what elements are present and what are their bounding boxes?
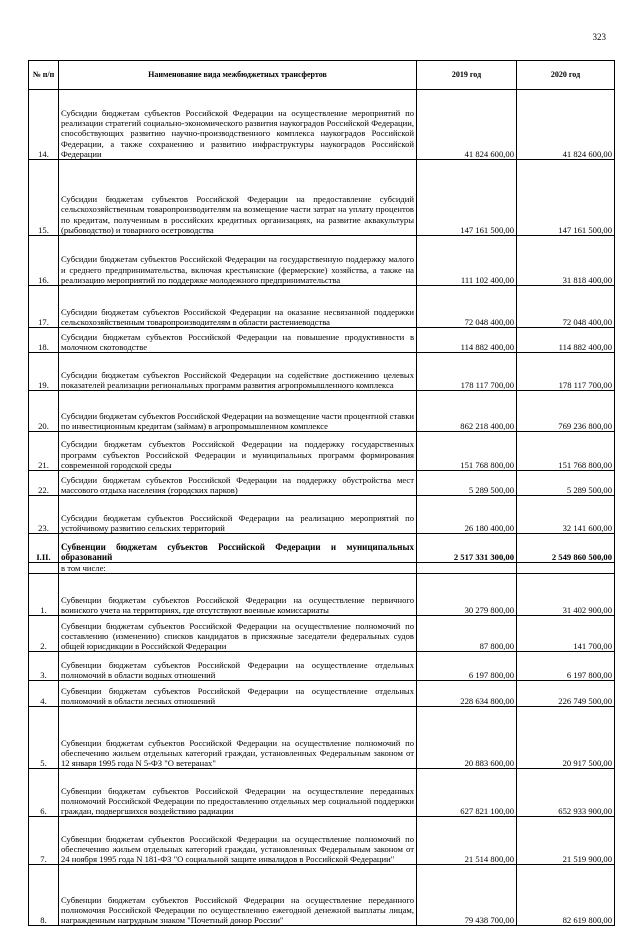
row-number: 15. (29, 160, 59, 236)
row-amount-2020: 5 289 500,00 (517, 471, 615, 496)
table-row (29, 563, 615, 574)
row-amount-2020: 32 141 600,00 (517, 496, 615, 534)
row-number: 6. (29, 769, 59, 817)
row-amount-2020: 141 700,00 (517, 616, 615, 652)
row-amount-2019: 147 161 500,00 (417, 160, 517, 236)
row-name: Субсидии бюджетам субъектов Российской Федерации на возмещение части процентной ставки по инвестиционным кредитам (займам) в агропромышленном комплексе (59, 391, 417, 432)
row-number: 4. (29, 681, 59, 707)
table-row (29, 328, 615, 353)
table-row (29, 353, 615, 391)
row-amount-2020: 6 197 800,00 (517, 652, 615, 681)
row-name: Субсидии бюджетам субъектов Российской Федерации на поддержку обустройства мест массового отдыха населения (городских парков) (59, 471, 417, 496)
row-amount-2020: 652 933 900,00 (517, 769, 615, 817)
row-amount-2019: 87 800,00 (417, 616, 517, 652)
row-number: I.II. (29, 534, 59, 563)
table-row (29, 616, 615, 652)
row-amount-2019: 2 517 331 300,00 (417, 534, 517, 563)
table-row (29, 865, 615, 926)
table-row (29, 769, 615, 817)
row-name: Субвенции бюджетам субъектов Российской Федерации и муниципальных образований (59, 534, 417, 563)
row-amount-2020: 114 882 400,00 (517, 328, 615, 353)
row-name: Субвенции бюджетам субъектов Российской Федерации на осуществление переданных полномочий Российской Федерации по предоставлению отдельных мер социальной поддержки граждан, подвергшихся воздействию радиации (59, 769, 417, 817)
row-name: Субвенции бюджетам субъектов Российской Федерации на осуществление полномочий по обеспечению жильем отдельных категорий граждан, установленных Федеральным законом от 24 ноября 1995 года N 181-ФЗ "О социальной защите инвалидов в Российской Федерации" (59, 817, 417, 865)
row-amount-2020: 41 824 600,00 (517, 90, 615, 160)
page-number: 323 (592, 32, 606, 42)
row-amount-2020: 31 402 900,00 (517, 574, 615, 616)
row-name: Субвенции бюджетам субъектов Российской Федерации на осуществление полномочий по обеспечению жильем отдельных категорий граждан, установленных Федеральным законом от 12 января 1995 года N 5-ФЗ "О ветеранах" (59, 707, 417, 769)
row-name: Субвенции бюджетам субъектов Российской Федерации на осуществление первичного воинского учета на территориях, где отсутствуют военные комиссариаты (59, 574, 417, 616)
row-amount-2020: 82 619 800,00 (517, 865, 615, 926)
row-amount-2019: 114 882 400,00 (417, 328, 517, 353)
row-name: Субсидии бюджетам субъектов Российской Федерации на реализацию мероприятий по устойчивому развитию сельских территорий (59, 496, 417, 534)
row-name: Субсидии бюджетам субъектов Российской Федерации на осуществление мероприятий по реализации стратегий социально-экономического развития наукоградов Российской Федерации, способствующих развитию научно-производственного комплекса наукоградов Российской Федерации, а также сохранению и развитию инфраструктуры наукоградов Российской Федерации (59, 90, 417, 160)
row-name: Субсидии бюджетам субъектов Российской Федерации на оказание несвязанной поддержки сельскохозяйственным товаропроизводителям в области растениеводства (59, 286, 417, 328)
row-amount-2019: 79 438 700,00 (417, 865, 517, 926)
row-amount-2020: 226 749 500,00 (517, 681, 615, 707)
row-name: Субсидии бюджетам субъектов Российской Федерации на поддержку государственных программ субъектов Российской Федерации и муниципальных программ формирования современной городской среды (59, 432, 417, 471)
row-number: 20. (29, 391, 59, 432)
row-amount-2019: 41 824 600,00 (417, 90, 517, 160)
table-row (29, 707, 615, 769)
table-row (29, 574, 615, 616)
row-amount-2019: 21 514 800,00 (417, 817, 517, 865)
row-name: в том числе: (59, 563, 417, 574)
row-amount-2019: 178 117 700,00 (417, 353, 517, 391)
row-amount-2020: 21 519 900,00 (517, 817, 615, 865)
table-row (29, 90, 615, 160)
row-amount-2019: 26 180 400,00 (417, 496, 517, 534)
table-row (29, 286, 615, 328)
row-number: 14. (29, 90, 59, 160)
table-row (29, 236, 615, 286)
row-amount-2019: 30 279 800,00 (417, 574, 517, 616)
row-name: Субсидии бюджетам субъектов Российской Федерации на повышение продуктивности в молочном скотоводстве (59, 328, 417, 353)
row-name: Субсидии бюджетам субъектов Российской Федерации на предоставление субсидий сельскохозяйственным товаропроизводителям на возмещение части затрат на уплату процентов по кредитам, полученным в российских кредитных организациях, на развитие аквакультуры (рыбоводство) и товарного осетроводства (59, 160, 417, 236)
table-row (29, 160, 615, 236)
table-row (29, 652, 615, 681)
row-number: 22. (29, 471, 59, 496)
row-name: Субвенции бюджетам субъектов Российской Федерации на осуществление переданного полномочия Российской Федерации по осуществлению ежегодной денежной выплаты лицам, награжденным нагрудным знаком "Почетный донор России" (59, 865, 417, 926)
transfers-table (28, 60, 615, 926)
row-number: 2. (29, 616, 59, 652)
row-amount-2019: 20 883 600,00 (417, 707, 517, 769)
row-amount-2020 (517, 563, 615, 574)
row-name: Субвенции бюджетам субъектов Российской Федерации на осуществление отдельных полномочий в области водных отношений (59, 652, 417, 681)
table-row (29, 817, 615, 865)
row-amount-2020: 20 917 500,00 (517, 707, 615, 769)
row-number: 7. (29, 817, 59, 865)
header-2019: 2019 год (417, 61, 517, 90)
row-amount-2019 (417, 563, 517, 574)
row-number: 5. (29, 707, 59, 769)
row-number: 16. (29, 236, 59, 286)
row-number: 17. (29, 286, 59, 328)
row-number: 18. (29, 328, 59, 353)
row-amount-2020: 31 818 400,00 (517, 236, 615, 286)
row-amount-2019: 862 218 400,00 (417, 391, 517, 432)
row-number: 19. (29, 353, 59, 391)
row-name: Субсидии бюджетам субъектов Российской Федерации на содействие достижению целевых показателей реализации региональных программ развития агропромышленного комплекса (59, 353, 417, 391)
row-name: Субсидии бюджетам субъектов Российской Федерации на государственную поддержку малого и среднего предпринимательства, включая крестьянские (фермерские) хозяйства, а также на реализацию мероприятий по поддержке молодежного предпринимательства (59, 236, 417, 286)
row-amount-2020: 72 048 400,00 (517, 286, 615, 328)
row-number: 21. (29, 432, 59, 471)
row-amount-2019: 72 048 400,00 (417, 286, 517, 328)
row-number: 1. (29, 574, 59, 616)
table-row (29, 681, 615, 707)
table-row (29, 534, 615, 563)
row-number: 8. (29, 865, 59, 926)
row-amount-2020: 769 236 800,00 (517, 391, 615, 432)
header-num: № п/п (29, 61, 59, 90)
row-amount-2019: 228 634 800,00 (417, 681, 517, 707)
row-number: 23. (29, 496, 59, 534)
row-amount-2020: 147 161 500,00 (517, 160, 615, 236)
row-name: Субвенции бюджетам субъектов Российской Федерации на осуществление отдельных полномочий в области лесных отношений (59, 681, 417, 707)
table-header-row (29, 61, 615, 90)
table-row (29, 432, 615, 471)
table-row (29, 391, 615, 432)
row-amount-2019: 6 197 800,00 (417, 652, 517, 681)
row-amount-2019: 151 768 800,00 (417, 432, 517, 471)
row-amount-2020: 178 117 700,00 (517, 353, 615, 391)
row-amount-2020: 151 768 800,00 (517, 432, 615, 471)
row-amount-2019: 627 821 100,00 (417, 769, 517, 817)
row-amount-2019: 5 289 500,00 (417, 471, 517, 496)
row-number (29, 563, 59, 574)
row-name: Субвенции бюджетам субъектов Российской Федерации на осуществление полномочий по составлению (изменению) списков кандидатов в присяжные заседатели федеральных судов общей юрисдикции в Российской Федерации (59, 616, 417, 652)
row-number: 3. (29, 652, 59, 681)
row-amount-2019: 111 102 400,00 (417, 236, 517, 286)
row-amount-2020: 2 549 860 500,00 (517, 534, 615, 563)
table-row (29, 496, 615, 534)
header-2020: 2020 год (517, 61, 615, 90)
header-name: Наименование вида межбюджетных трансфертов (59, 61, 417, 90)
table-row (29, 471, 615, 496)
